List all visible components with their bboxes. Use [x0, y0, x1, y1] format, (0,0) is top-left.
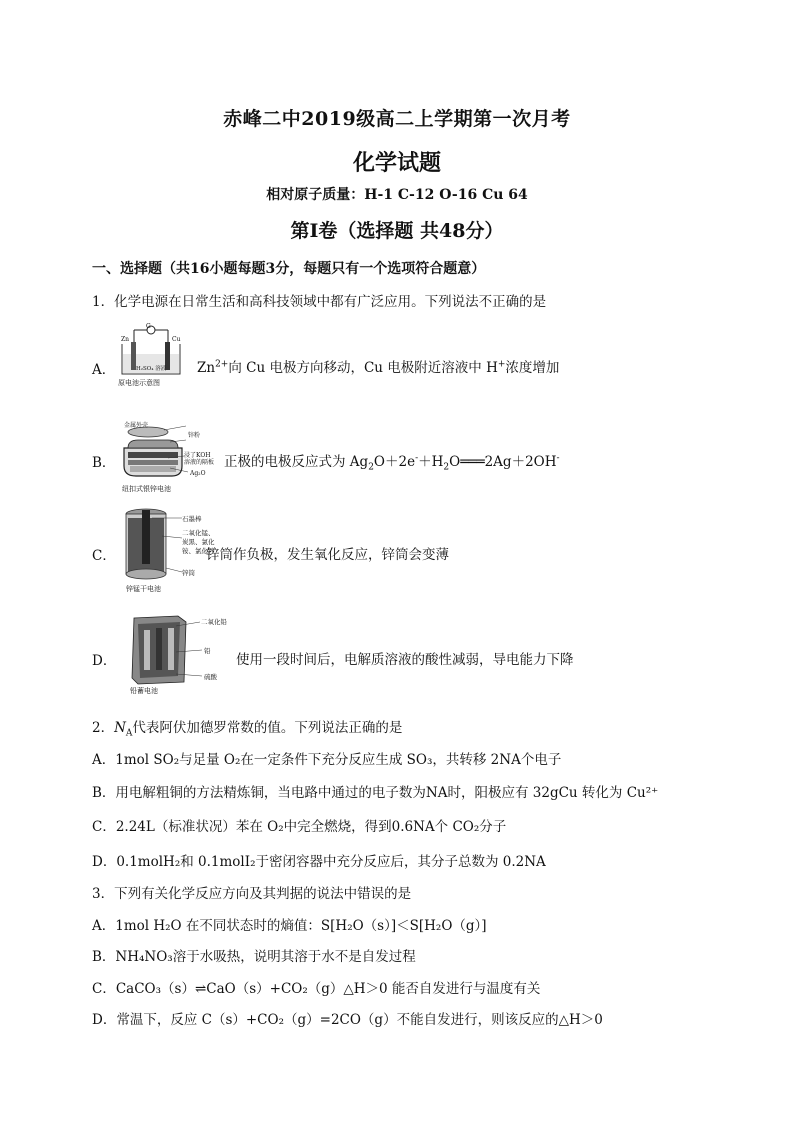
q1-option-d-letter: D． [92, 653, 117, 669]
lead-label: 铅 [204, 647, 211, 655]
q2-option-c: C．2.24L（标准状况）苯在 O₂中完全燃烧，得到0.6NA个 CO₂分子 [92, 819, 507, 835]
zinc-can-label: 锌筒 [182, 569, 195, 577]
shell-label: 金属外壳 [124, 422, 149, 429]
pbo2-label: 二氧化铅 [201, 618, 227, 626]
q1-c-caption: 锌锰干电池 [126, 585, 161, 593]
q1-option-d-text: 使用一段时间后，电解质溶液的酸性减弱，导电能力下降 [236, 652, 574, 668]
atomic-masses: 相对原子质量：H-1 C-12 O-16 Cu 64 [266, 187, 528, 203]
part-title: 第I卷（选择题 共48分） [290, 220, 504, 242]
subject-title: 化学试题 [352, 150, 441, 176]
q1-option-c-letter: C． [92, 548, 116, 564]
q1-b-caption: 纽扣式银锌电池 [122, 485, 171, 493]
mno2-label: 二氧化锰、 [182, 529, 215, 537]
carbon-label: 炭黑、氯化 [182, 538, 215, 546]
q1-a-caption: 原电池示意图 [118, 379, 160, 387]
q1-option-b-text: 正极的电极反应式为 $Ag_2O+2e^-+H_2O═══2Ag+2OH^-$ [224, 453, 560, 473]
sulfuric-acid-label: 硫酸 [204, 673, 217, 681]
section-heading: 一、选择题（共16小题每题3分，每题只有一个选项符合题意） [92, 261, 486, 277]
solution-label: H₂SO₄ 溶液 [136, 366, 167, 372]
lead-acid-figure [126, 612, 236, 698]
q1-option-a-letter: A． [92, 362, 116, 378]
q1-d-caption: 铅蓄电池 [130, 687, 158, 695]
graphite-label: 石墨棒 [182, 515, 202, 523]
q2-option-b: B．用电解粗铜的方法精炼铜，当电路中通过的电子数为NA时，阳极应有 32gCu 转化为 Cu²⁺ [92, 785, 659, 801]
koh-label: 浸了KOH [184, 452, 211, 459]
exam-title: 赤峰二中2019级高二上学期第一次月考 [223, 108, 571, 130]
q1-option-a-text: $Zn^{2+}$向 Cu 电极方向移动，Cu 电极附近溶液中 H+浓度增加 [197, 359, 560, 376]
q3-option-a: A．1mol H₂O 在不同状态时的熵值：S[H₂O（s）]＜S[H₂O（g）] [92, 918, 487, 934]
zn-label: Zn [121, 336, 130, 343]
q1-stem: 1．化学电源在日常生活和高科技领域中都有广泛应用。下列说法不正确的是 [92, 294, 547, 310]
galvanometer-label: G [146, 323, 151, 330]
q2-option-a: A．1mol SO₂与足量 O₂在一定条件下充分反应生成 SO₃，共转移 2NA个电子 [92, 752, 562, 768]
ammonium-label: 铵、氯化锌 [182, 547, 215, 555]
button-cell-figure [118, 420, 222, 496]
ag2o-label: Ag₂O [190, 470, 206, 477]
q2-option-d: D．0.1molH₂和 0.1molI₂于密闭容器中充分反应后，其分子总数为 0.2NA [92, 854, 546, 870]
q3-option-b: B．NH₄NO₃溶于水吸热，说明其溶于水不是自发过程 [92, 949, 416, 965]
q1-option-c-text: 锌筒作负极，发生氧化反应，锌筒会变薄 [206, 547, 449, 563]
separator-label: 溶液的隔板 [184, 459, 215, 466]
q3-stem: 3．下列有关化学反应方向及其判据的说法中错误的是 [92, 886, 412, 902]
q1-option-b-letter: B． [92, 455, 116, 471]
q2-stem: 2．$N_A$代表阿伏加德罗常数的值。下列说法正确的是 [92, 720, 403, 739]
cu-label: Cu [172, 336, 181, 343]
q3-option-d: D．常温下，反应 C（s）+CO₂（g）=2CO（g）不能自发进行，则该反应的△H＞0 [92, 1012, 603, 1028]
q3-option-c: C．CaCO₃（s）⇌CaO（s）+CO₂（g）△H＞0 能否自发进行与温度有关 [92, 981, 541, 997]
zinc-powder-label: 锌粉 [188, 432, 201, 439]
galvanic-cell-figure [116, 322, 192, 388]
